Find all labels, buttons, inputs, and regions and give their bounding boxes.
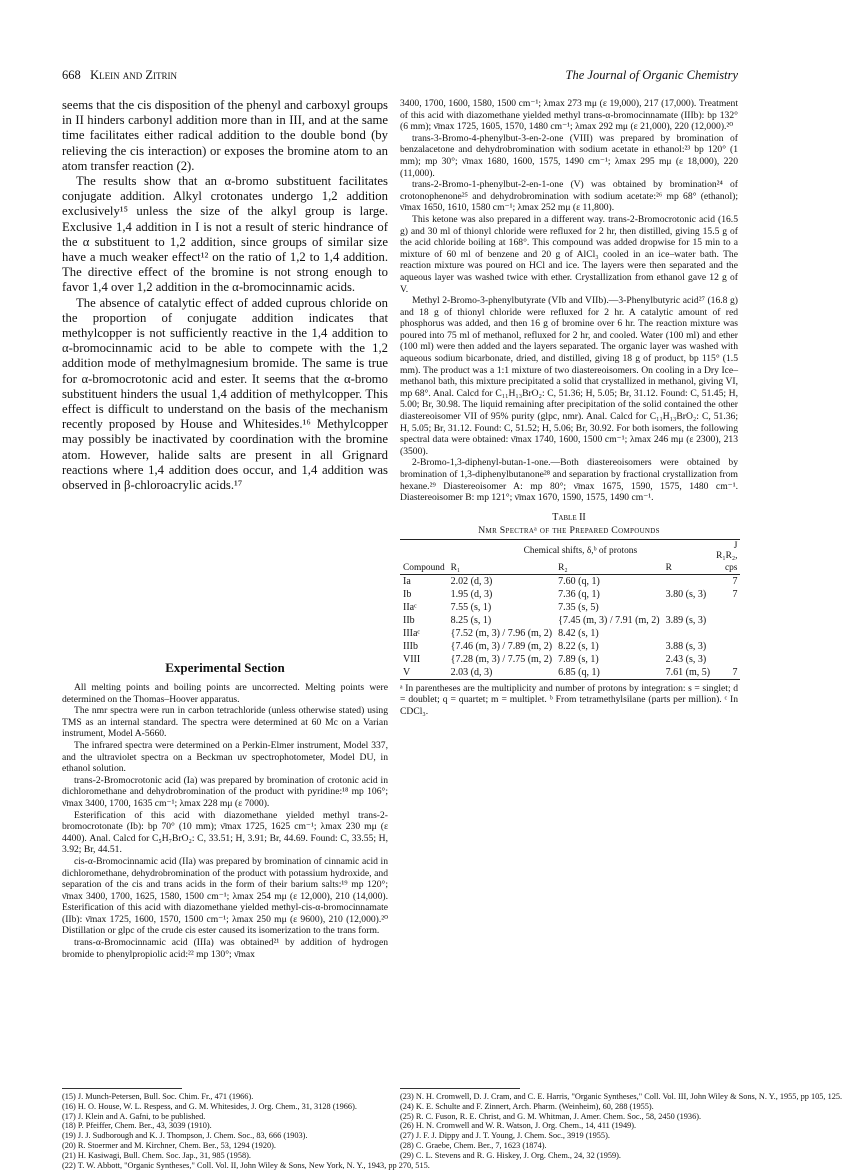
r-cell: 2.43 (s, 3)	[665, 653, 707, 665]
left-column-discussion	[62, 98, 388, 650]
footnote: (21) H. Kasiwagi, Bull. Chem. Soc. Jap., 31, 985 (1958).	[62, 1150, 251, 1160]
j-cell: 7	[732, 575, 738, 587]
footnote: (26) H. N. Cromwell and W. R. Watson, J. Org. Chem., 14, 411 (1949).	[400, 1121, 637, 1131]
authors: Klein and Zitrin	[90, 68, 178, 82]
r1-cell: {7.46 (m, 3) / 7.89 (m, 2)	[450, 640, 553, 652]
footnote: (20) R. Stoermer and M. Kirchner, Chem. Ber., 53, 1294 (1920).	[62, 1140, 276, 1150]
footnote: (16) H. O. House, W. L. Respess, and G. M. Whitesides, J. Org. Chem., 31, 3128 (1966).	[62, 1101, 357, 1111]
j-cell: 7	[732, 666, 738, 678]
r-cell	[663, 627, 713, 640]
table-row	[400, 614, 740, 627]
table-header-j: J R₁R₂,	[716, 540, 738, 561]
table-ii	[400, 512, 738, 717]
table-row	[400, 601, 740, 614]
j-cell	[713, 601, 740, 614]
compound-cell: IIIaᶜ	[403, 627, 420, 639]
footnote: (29) C. L. Stevens and R. G. Hiskey, J. Org. Chem., 24, 32 (1959).	[400, 1150, 622, 1160]
nmr-table	[400, 539, 740, 680]
paragraph: This ketone was also prepared in a different way. trans-2-Bromocrotonic acid (16.5 g) and 30 ml of thionyl chloride were refluxed for 2 hr, then distilled, giving 15.5 g of the acid chloride boiling at 168°. This compound was added dropwise for 15 min to a mixture of 60 ml of benzene and 20 g of AlCl₃ cooled in an ice–water bath. The reaction mixture was poured on HCl and ice. The layers were then separated and the aqueous layer was washed twice with ether. Crystallization from ethanol gave 12 g of V.	[400, 213, 738, 295]
footnote: (28) C. Graebe, Chem. Ber., 7, 1623 (1874).	[400, 1140, 547, 1150]
section-heading: Experimental Section	[165, 660, 285, 675]
paragraph: trans-2-Bromo-1-phenylbut-2-en-1-one (V) was obtained by bromination²⁴ of crotonophenone²⁵ and dehydrobromination with sodium acetate:²⁶ mp 68° (ethanol); ν̄max 1650, 1610, 1580 cm⁻¹; λmax 252 mμ (ε 11,800).	[400, 179, 738, 214]
table-row	[400, 588, 740, 601]
paragraph: 3400, 1700, 1600, 1580, 1500 cm⁻¹; λmax 273 mμ (ε 19,000), 217 (17,000). Treatment of this acid with diazomethane yielded methyl trans-α-bromocinnamate (IIIb): bp 132° (6 mm); ν̄max 1725, 1605, 1570, 1480 cm⁻¹; λmax 292 mμ (ε 21,000), 220 (12,000).²⁰	[400, 98, 738, 133]
r1-cell: 1.95 (d, 3)	[450, 588, 493, 600]
r-cell: 3.89 (s, 3)	[665, 614, 707, 626]
paragraph: The absence of catalytic effect of added cuprous chloride on the proportion of conjugate addition indicates that methylcopper is not sufficiently reactive in the 1,4 addition to α-bromocinnamic acid to be able to compete with the 1,2 addition mode of methylmagnesium bromide. The same is true for α-bromocrotonic acid and ester. It seems that the α-bromo substituent hinders the usual 1,4 addition of methylcopper. This effect is difficult to understand on the basis of the mechanism recently proposed by House and Whitesides.¹⁶ Methylcopper may possibly be inactivated by coordination with the bromine atom. However, halide salts are present in all Grignard reactions where 1,4 addition does occur, and 1,4 addition was observed in β-chloroacrylic acids.¹⁷	[62, 295, 388, 493]
footnotes-left	[62, 1092, 430, 1170]
right-column	[400, 98, 738, 982]
footnote: (19) J. J. Sudborough and K. J. Thompson, J. Chem. Soc., 83, 666 (1903).	[62, 1131, 308, 1141]
footnote: (27) J. F. J. Dippy and J. T. Young, J. Chem. Soc., 3919 (1955).	[400, 1131, 610, 1141]
compound-cell: V	[403, 666, 411, 678]
paragraph: The infrared spectra were determined on a Perkin-Elmer instrument, Model 337, and the ultraviolet spectra on a Beckman uv spectrophotometer, Model DU, in ethanol solution.	[62, 739, 388, 775]
r2-cell: 7.60 (q, 1)	[558, 575, 600, 587]
paragraph: trans-2-Bromocrotonic acid (Ia) was prepared by bromination of crotonic acid in dichloromethane and dehydrobromination of the product with pyridine:¹⁸ mp 106°; ν̄max 3400, 1700, 1635 cm⁻¹; λmax 228 mμ (ε 7000).	[62, 774, 388, 809]
compound-cell: Ib	[403, 588, 412, 600]
table-row	[400, 653, 740, 666]
j-cell	[713, 627, 740, 640]
r2-cell: 8.42 (s, 1)	[558, 627, 599, 639]
r-cell	[663, 574, 713, 588]
compound-cell: IIb	[403, 614, 415, 626]
r-cell: 7.61 (m, 5)	[665, 666, 711, 678]
table-row	[400, 640, 740, 653]
r2-cell: 8.22 (s, 1)	[558, 640, 599, 652]
paragraph: Esterification of this acid with diazomethane yielded methyl trans-2-bromocrotonate (Ib): bp 70° (10 mm); ν̄max 1725, 1625 cm⁻¹; λmax 230 mμ (ε 4400). Anal. Calcd for C₅H₇BrO₂: C, 33.51; H, 3.91; Br, 44.69. Found: C, 33.55; H, 3.92; Br, 44.51.	[62, 809, 388, 856]
footnote: (17) J. Klein and A. Gafni, to be published.	[62, 1111, 206, 1121]
footnotes-right	[400, 1092, 842, 1160]
paragraph: The nmr spectra were run in carbon tetrachloride (unless otherwise stated) using TMS as an internal standard. The spectra were determined at 60 Mc on a Varian instrument, Model A-5660.	[62, 705, 388, 740]
r1-cell: 2.03 (d, 3)	[450, 666, 493, 678]
table-subtitle: Nmr Spectraᵃ of the Prepared Compounds	[478, 524, 660, 536]
r2-cell: 7.36 (q, 1)	[558, 588, 600, 600]
paragraph: All melting points and boiling points are uncorrected. Melting points were determined on the Thomas–Hoover apparatus.	[62, 682, 388, 705]
footnote: (18) P. Pfeiffer, Chem. Ber., 43, 3039 (1910).	[62, 1121, 212, 1131]
r2-cell: 7.35 (s, 5)	[558, 601, 599, 613]
j-cell	[713, 653, 740, 666]
footnote: (22) T. W. Abbott, "Organic Syntheses," Coll. Vol. II, John Wiley & Sons, New York, N. Y., 1943, pp 270, 515.	[62, 1160, 430, 1170]
column-header: R	[665, 562, 672, 573]
table-row	[400, 574, 740, 588]
column-header-cps: cps	[724, 562, 738, 573]
running-header	[62, 68, 738, 86]
column-header: R₁	[450, 562, 461, 573]
r1-cell: 7.55 (s, 1)	[450, 601, 492, 613]
paragraph: 2-Bromo-1,3-diphenyl-butan-1-one.—Both diastereoisomers were obtained by bromination of 1,3-diphenylbutanone²⁸ and separation by fractional crystallization from hexane.²⁹ Diastereoisomer A: mp 80°; ν̄max 1675, 1590, 1575, 1480 cm⁻¹. Diastereoisomer B: mp 121°; ν̄max 1670, 1590, 1575, 1490 cm⁻¹.	[400, 457, 738, 504]
footnote: (24) K. E. Schulte and F. Zinnert, Arch. Pharm. (Weinheim), 60, 288 (1955).	[400, 1101, 654, 1111]
r-cell: 3.80 (s, 3)	[665, 588, 707, 600]
footnote-divider-left	[62, 1088, 182, 1089]
journal-name: The Journal of Organic Chemistry	[565, 68, 738, 82]
r1-cell: 8.25 (s, 1)	[450, 614, 492, 626]
paragraph: trans-3-Bromo-4-phenylbut-3-en-2-one (VIII) was prepared by bromination of benzalacetone and dehydrobromination with sodium acetate in ethanol:²³ bp 120° (1 mm); mp 30°; ν̄max 1680, 1600, 1575, 1490 cm⁻¹; λmax 295 mμ (ε 18,000), 220 (11,000).	[400, 132, 738, 179]
j-cell	[713, 614, 740, 627]
compound-cell: Ia	[403, 575, 411, 587]
paragraph: trans-α-Bromocinnamic acid (IIIa) was obtained²¹ by addition of hydrogen bromide to phenylpropiolic acid:²² mp 130°; ν̄max	[62, 937, 388, 960]
footnote: (15) J. Munch-Petersen, Bull. Soc. Chim. Fr., 471 (1966).	[62, 1092, 254, 1101]
paragraph: cis-α-Bromocinnamic acid (IIa) was prepared by bromination of cinnamic acid in dichloromethane, dehydrobromination of the product with potassium hydroxide, and separation of the cis and trans acids in the form of their barium salts:¹⁹ mp 120°; ν̄max 3400, 1700, 1625, 1580, 1500 cm⁻¹; λmax 254 mμ (ε 12,000), 210 (14,000). Esterification of this acid with diazomethane yielded methyl-cis-α-bromocinnamate (IIb): ν̄max 1725, 1600, 1570, 1500 cm⁻¹; λmax 250 mμ (ε 9600), 210 (12,000).²⁰ Distillation or glpc of the crude cis ester caused its isomerization to the trans form.	[62, 855, 388, 937]
r2-cell: {7.45 (m, 3) / 7.91 (m, 2)	[558, 614, 660, 626]
j-cell	[713, 640, 740, 653]
table-header-empty	[400, 539, 448, 562]
r-cell	[663, 601, 713, 614]
r-cell: 3.88 (s, 3)	[665, 640, 707, 652]
table-footnote: ᵃ In parentheses are the multiplicity and number of protons by integration: s = singlet; d = doublet; q = quartet; m = multiplet. ᵇ From tetramethylsilane (parts per million). ᶜ In CDCl₃.	[400, 682, 738, 717]
r2-cell: 6.85 (q, 1)	[558, 666, 600, 678]
paragraph: seems that the cis disposition of the phenyl and carboxyl groups in II hinders carbonyl addition more than in III, and at the same time facilitates either radical addition to the double bond (by relieving the cis interaction) or exposes the bromine atom to an atom transfer reaction (2).	[62, 98, 388, 173]
paragraph: The results show that an α-bromo substituent facilitates conjugate addition. Alkyl crotonates undergo 1,2 addition exclusively¹⁵ unless the size of the alkyl group is large. Exclusive 1,4 addition in I is not a result of steric hindrance of the α substituent to 1,2 addition, since groups of similar size have a much weaker effect¹² on the ratio of 1,2 to 1,4 addition. The directive effect of the bromine is not strong enough to favor 1,4 over 1,2 addition in the α-bromocinnamic acids.	[62, 174, 388, 295]
compound-cell: VIII	[403, 653, 421, 665]
column-header: Compound	[403, 562, 445, 573]
table-row	[400, 627, 740, 640]
r2-cell: 7.89 (s, 1)	[558, 653, 599, 665]
r1-cell: 2.02 (d, 3)	[450, 575, 493, 587]
r1-cell: {7.52 (m, 3) / 7.96 (m, 2)	[450, 627, 553, 639]
table-header-shifts: Chemical shifts, δ,ᵇ of protons	[523, 545, 638, 556]
r1-cell: {7.28 (m, 3) / 7.75 (m, 2)	[450, 653, 553, 665]
footnote-divider-right	[400, 1088, 520, 1089]
footnote: (25) R. C. Fuson, R. E. Christ, and G. M. Whitman, J. Amer. Chem. Soc., 58, 2450 (1936).	[400, 1111, 702, 1121]
compound-cell: IIaᶜ	[403, 601, 417, 613]
j-cell: 7	[732, 588, 738, 600]
experimental-section	[62, 660, 388, 1074]
paragraph: Methyl 2-Bromo-3-phenylbutyrate (VIb and VIIb).—3-Phenylbutyric acid²⁷ (16.8 g) and 18 g of thionyl chloride were refluxed for 2 hr. A catalytic amount of red phosphorus was added, and then 16 g of bromine over 6 hr. The reaction mixture was poured into 75 ml of methanol, refluxed for 2 hr, and cooled. Water (100 ml) and ether (100 ml) were then added and the layers separated. The organic layer was washed with aqueous sodium bicarbonate, dried, and distilled, giving 18 g of product, bp 115° (1.5 mm). The product was a 1:1 mixture of two diastereoisomers. On cooling in a Dry Ice–methanol bath, this mixture precipitated a solid that crystallized in methanol, giving VI, mp 68°. Anal. Calcd for C₁₁H₁₃BrO₂: C, 51.36; H, 5.05; Br, 31.12. Found: C, 51.45; H, 5.00; Br, 30.98. The liquid remaining after precipitation of the solid contained the other diastereoisomer VII of 95% purity (glpc, nmr). Anal. Calcd for C₁₁H₁₃BrO₂: C, 51.36; H, 5.05; Br, 31.12. Found: C, 51.52; H, 5.06; Br, 30.92. For both isomers, the following spectral data were obtained: ν̄max 1740, 1600, 1500 cm⁻¹; λmax 246 mμ (ε 2300), 213 (3500).	[400, 295, 738, 457]
page-number: 668	[62, 68, 81, 82]
table-title: Table II	[552, 511, 586, 523]
compound-cell: IIIb	[403, 640, 418, 652]
table-row	[400, 666, 740, 680]
page-header-left	[62, 68, 177, 83]
footnote: (23) N. H. Cromwell, D. J. Cram, and C. E. Harris, "Organic Syntheses," Coll. Vol. III, John Wiley & Sons, N. Y., 1955, pp 105, 125.	[400, 1092, 842, 1101]
column-header: R₂	[558, 562, 568, 573]
